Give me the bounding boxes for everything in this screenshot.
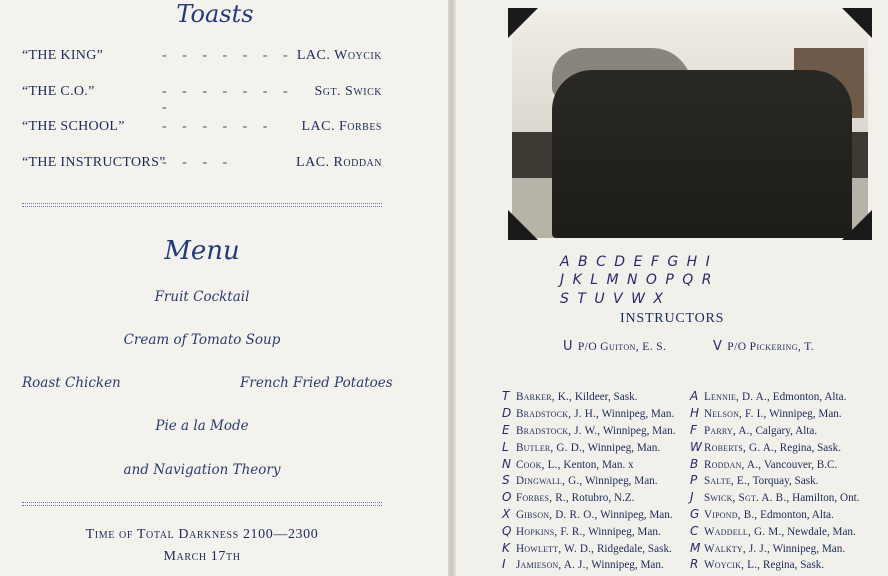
roster-entry: K Howlett, W. D., Ridgedale, Sask.	[502, 541, 672, 555]
toast-dashes: - - - - - - -	[162, 48, 294, 63]
roster-entry: I Jamieson, A. J., Winnipeg, Man.	[502, 557, 664, 571]
roster-entry: J Swick, Sgt. A. B., Hamilton, Ont.	[690, 490, 860, 504]
toast-name: “THE KING”	[22, 48, 104, 63]
photo-corner	[842, 210, 872, 240]
page-fold	[448, 0, 456, 576]
toast-speaker: LAC. Roddan	[296, 155, 382, 170]
roster-entry: R Woycik, L., Regina, Sask.	[690, 557, 825, 571]
roster-entry: L Butler, G. D., Winnipeg, Man.	[502, 440, 661, 454]
roster-entry: M Walkty, J. J., Winnipeg, Man.	[690, 541, 846, 555]
event-date: March 17th	[163, 549, 241, 564]
roster-entry: S Dingwall, G., Winnipeg, Man.	[502, 473, 658, 487]
photo-corner	[842, 8, 872, 38]
instructors-heading: INSTRUCTORS	[620, 311, 725, 326]
menu-item: Cream of Tomato Soup	[123, 332, 281, 348]
toast-row	[22, 119, 382, 139]
roster-entry: X Gibson, D. R. O., Winnipeg, Man.	[502, 507, 673, 521]
instructor	[563, 339, 666, 354]
roster-entry: P Salte, E., Torquay, Sask.	[690, 473, 819, 487]
handwritten-letters: S T U V W X	[560, 291, 665, 307]
handwritten-mark: U	[563, 339, 573, 354]
roster-entry: F Parry, A., Calgary, Alta.	[690, 423, 818, 437]
toasts-title: Toasts	[176, 0, 254, 28]
toast-name: “THE INSTRUCTORS”	[22, 155, 166, 170]
toast-speaker: Sgt. Swick	[314, 84, 382, 99]
photo-corner	[508, 8, 538, 38]
roster-entry: G Vipond, B., Edmonton, Alta.	[690, 507, 834, 521]
handwritten-mark: V	[713, 339, 723, 354]
toast-speaker: LAC. Woycik	[296, 48, 382, 63]
darkness-time: Time of Total Darkness 2100—2300	[85, 527, 319, 542]
roster-entry: Q Hopkins, F. R., Winnipeg, Man.	[502, 524, 661, 538]
photo-corner	[508, 210, 538, 240]
toast-dashes: - - - -	[162, 155, 234, 170]
roster-entry: E Bradstock, J. W., Winnipeg, Man.	[502, 423, 676, 437]
toast-row	[22, 84, 382, 115]
group-photo	[512, 12, 868, 238]
roster-entry: T Barker, K., Kildeer, Sask.	[502, 389, 638, 403]
toast-row	[22, 48, 382, 68]
roster-entry: W Roberts, G. A., Regina, Sask.	[690, 440, 841, 454]
menu-item: Roast Chicken	[22, 375, 121, 391]
menu-item: Pie a la Mode	[155, 418, 249, 434]
toast-speaker: LAC. Forbes	[301, 119, 382, 134]
instructor-name: P/O Guiton, E. S.	[577, 341, 667, 353]
toast-name: “THE C.O.”	[22, 84, 95, 99]
roster-entry: H Nelson, F. I., Winnipeg, Man.	[690, 406, 842, 420]
toast-name: “THE SCHOOL”	[22, 119, 125, 134]
instructor	[713, 339, 814, 354]
menu-title: Menu	[164, 236, 240, 266]
menu-item: Fruit Cocktail	[154, 289, 250, 305]
roster-entry: A Lennie, D. A., Edmonton, Alta.	[690, 389, 847, 403]
menu-item: French Fried Potatoes	[240, 375, 393, 391]
handwritten-letters: A B C D E F G H I	[560, 254, 712, 270]
roster-entry: O Forbes, R., Rotubro, N.Z.	[502, 490, 635, 504]
roster-entry: N Cook, L., Kenton, Man. x	[502, 457, 634, 471]
roster-entry: B Roddan, A., Vancouver, B.C.	[690, 457, 838, 471]
roster-entry: C Waddell, G. M., Newdale, Man.	[690, 524, 856, 538]
divider	[22, 203, 382, 207]
toast-dashes: - - - - - - - -	[162, 84, 294, 115]
toast-dashes: - - - - - -	[162, 119, 274, 134]
divider	[22, 502, 382, 506]
instructor-name: P/O Pickering, T.	[727, 341, 815, 353]
handwritten-letters: J K L M N O P Q R	[560, 272, 714, 288]
toast-row	[22, 155, 382, 175]
menu-item: and Navigation Theory	[123, 462, 281, 478]
roster-entry: D Bradstock, J. H., Winnipeg, Man.	[502, 406, 675, 420]
